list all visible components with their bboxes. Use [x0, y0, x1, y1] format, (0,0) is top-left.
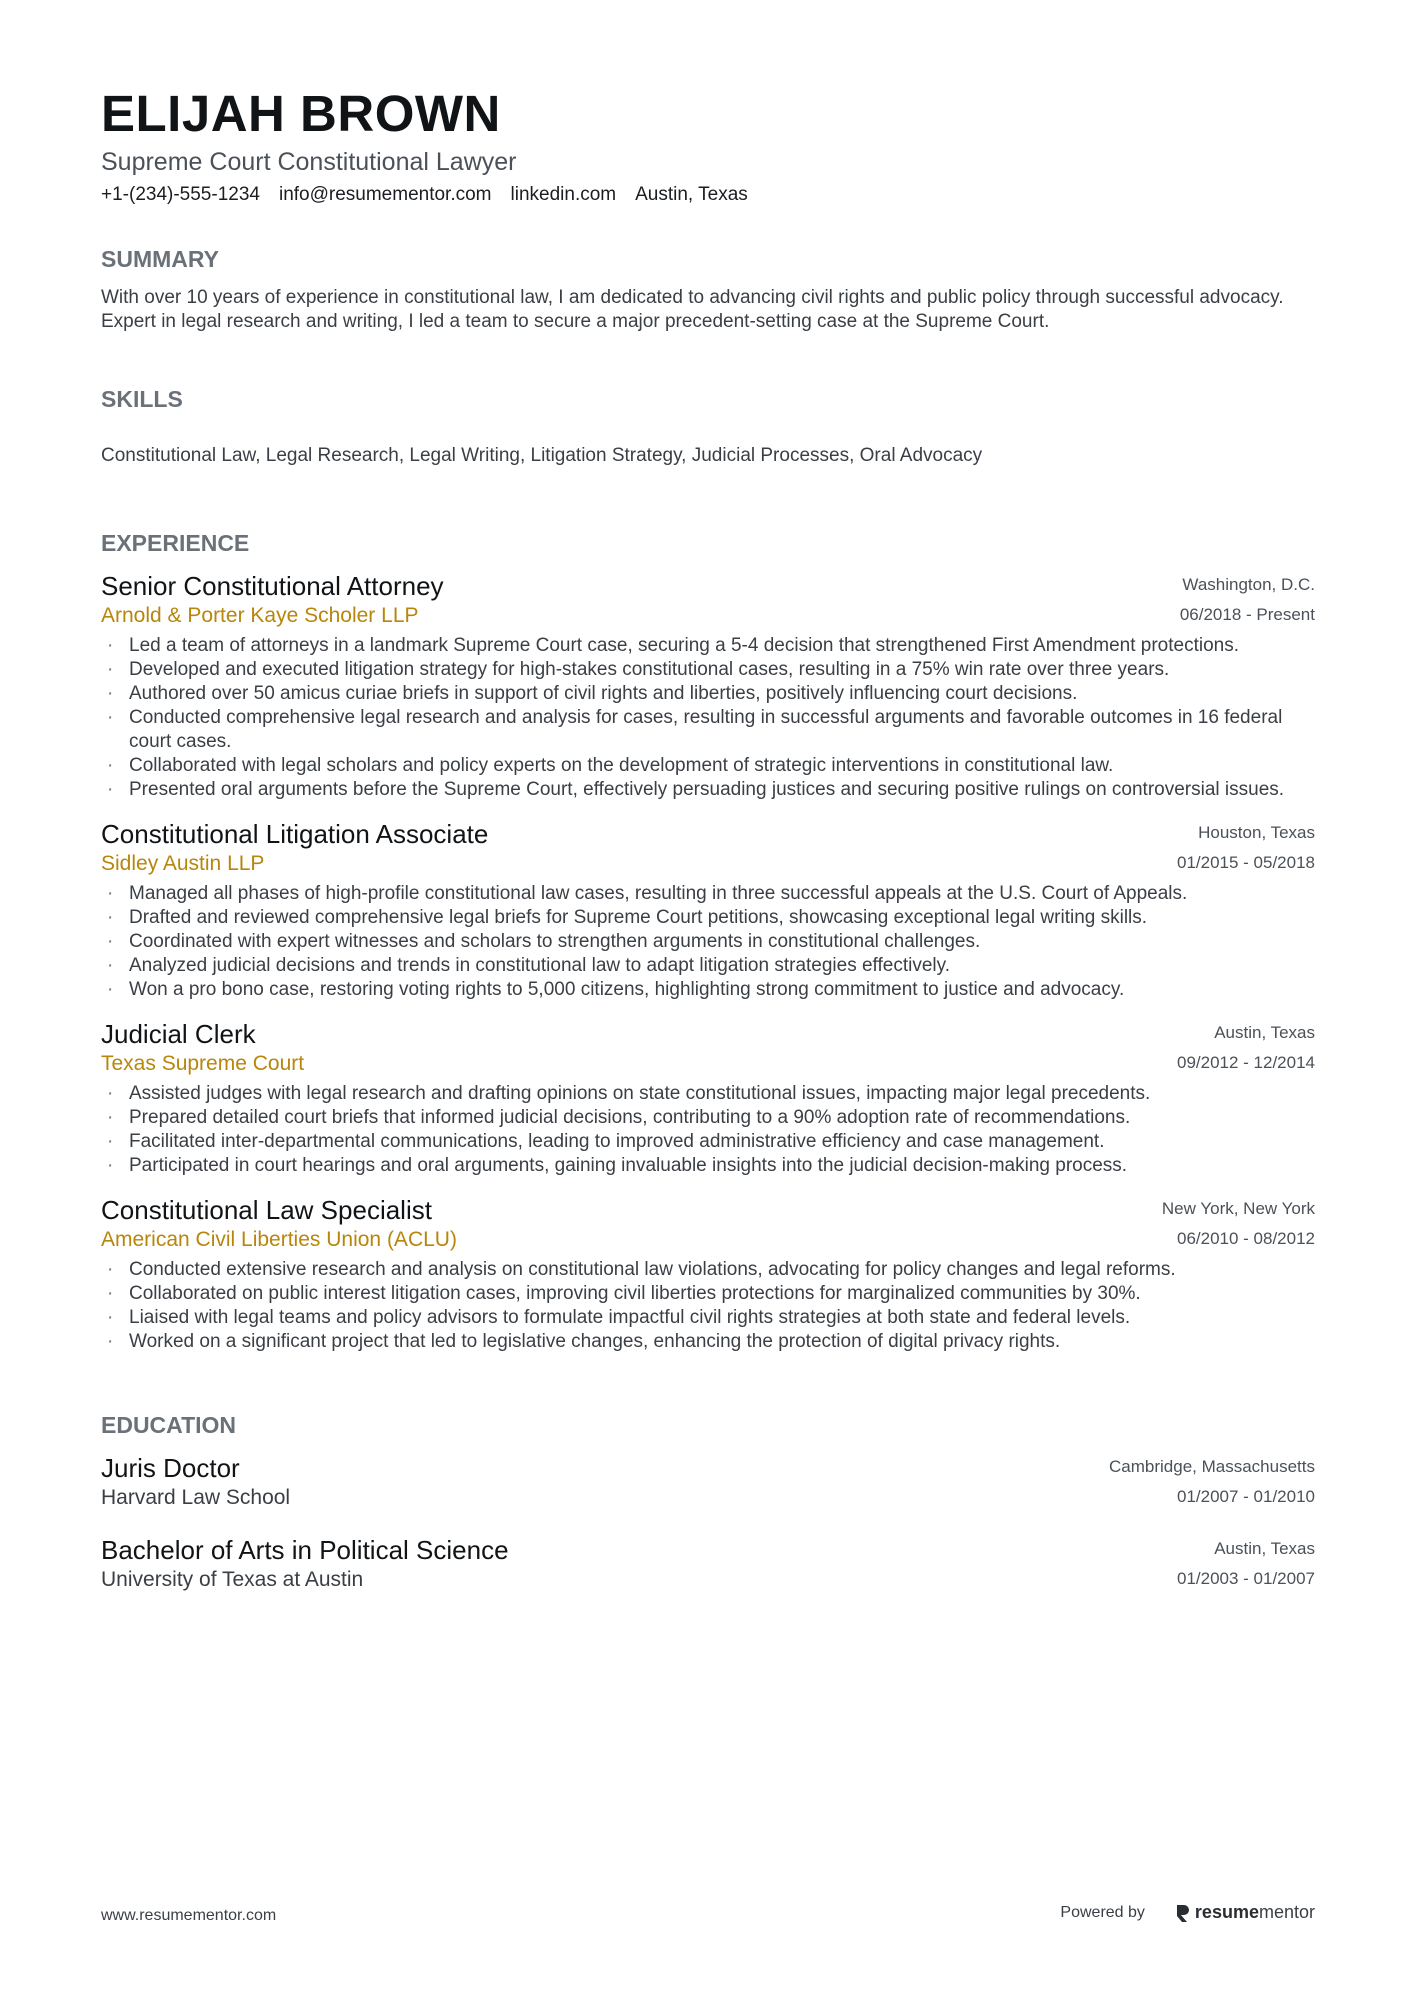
bullet-item: · Collaborated with legal scholars and policy experts on the development of strategic interventions in constitutional law.	[107, 755, 1114, 776]
brand-name-rest: mentor	[1258, 1902, 1315, 1922]
skills-text: Constitutional Law, Legal Research, Legal Writing, Litigation Strategy, Judicial Processes, Oral Advocacy	[101, 445, 983, 466]
education-entry	[101, 1452, 1315, 1512]
job-title: Senior Constitutional Attorney	[101, 571, 444, 601]
footer-website[interactable]: www.resumementor.com	[101, 1907, 277, 1924]
bullet-item: · Presented oral arguments before the Supreme Court, effectively persuading justices and securing positive rulings on controversial issues.	[107, 779, 1285, 800]
footer-branding	[1060, 1902, 1315, 1923]
summary-heading: SUMMARY	[101, 246, 219, 272]
bullet-dot-icon: ·	[107, 707, 114, 728]
contact-email[interactable]: info@resumementor.com	[278, 184, 492, 205]
bullet-item: · Prepared detailed court briefs that informed judicial decisions, contributing to a 90% adoption rate of recommendations.	[107, 1107, 1131, 1128]
summary-section	[101, 244, 1315, 334]
job-bullets	[101, 882, 1315, 1002]
bullet-item: · Managed all phases of high-profile constitutional law cases, resulting in three successful appeals at the U.S. Court of Appeals.	[107, 883, 1188, 904]
job-title: Judicial Clerk	[101, 1019, 256, 1049]
employer-name: Texas Supreme Court	[101, 1052, 305, 1075]
experience-heading: EXPERIENCE	[101, 530, 250, 556]
bullet-item: · Conducted comprehensive legal research and analysis for cases, resulting in successful arguments and favorable outcomes in 16 federal court cases.	[107, 707, 1283, 752]
bullet-dot-icon: ·	[107, 635, 114, 656]
job-bullets	[101, 1258, 1315, 1354]
bullet-dot-icon: ·	[107, 1307, 114, 1328]
contact-row	[101, 182, 1315, 208]
bullet-item: · Worked on a significant project that led to legislative changes, enhancing the protection of digital privacy rights.	[107, 1331, 1061, 1352]
bullet-dot-icon: ·	[107, 1283, 114, 1304]
job-dates: 09/2012 - 12/2014	[1176, 1053, 1315, 1072]
school-dates: 01/2007 - 01/2010	[1176, 1487, 1315, 1506]
education-heading: EDUCATION	[101, 1412, 237, 1438]
bullet-item: · Liaised with legal teams and policy advisors to formulate impactful civil rights strategies at both state and federal levels.	[107, 1307, 1131, 1328]
school-name: University of Texas at Austin	[101, 1568, 364, 1591]
bullet-dot-icon: ·	[107, 907, 114, 928]
job-location: Houston, Texas	[1198, 823, 1315, 842]
bullet-item: · Developed and executed litigation strategy for high-stakes constitutional cases, resulting in a 75% win rate over three years.	[107, 659, 1170, 680]
bullet-dot-icon: ·	[107, 883, 114, 904]
job-location: Washington, D.C.	[1182, 575, 1315, 594]
bullet-item: · Led a team of attorneys in a landmark Supreme Court case, securing a 5-4 decision that strengthened First Amendment protections.	[107, 635, 1239, 656]
job-bullets	[101, 1082, 1315, 1178]
bullet-dot-icon: ·	[107, 1155, 114, 1176]
job-dates: 06/2018 - Present	[1179, 605, 1315, 624]
skills-section	[101, 384, 1315, 468]
job-dates: 06/2010 - 08/2012	[1176, 1229, 1315, 1248]
bullet-dot-icon: ·	[107, 931, 114, 952]
bullet-item: · Conducted extensive research and analysis on constitutional law violations, advocating for policy changes and legal reforms.	[107, 1259, 1176, 1280]
bullet-dot-icon: ·	[107, 955, 114, 976]
bullet-item: · Assisted judges with legal research and drafting opinions on state constitutional issues, impacting major legal precedents.	[107, 1083, 1151, 1104]
bullet-item: · Analyzed judicial decisions and trends in constitutional law to adapt litigation strategies effectively.	[107, 955, 950, 976]
school-name: Harvard Law School	[101, 1486, 291, 1509]
job-location: New York, New York	[1161, 1199, 1315, 1218]
powered-by-label: Powered by	[1060, 1903, 1145, 1921]
bullet-dot-icon: ·	[107, 659, 114, 680]
job-dates: 01/2015 - 05/2018	[1176, 853, 1315, 872]
bullet-dot-icon: ·	[107, 755, 114, 776]
bullet-item: · Drafted and reviewed comprehensive legal briefs for Supreme Court petitions, showcasing exceptional legal writing skills.	[107, 907, 1148, 928]
bullet-dot-icon: ·	[107, 979, 114, 1000]
job-title: Constitutional Law Specialist	[101, 1195, 432, 1225]
experience-entry	[101, 818, 1315, 1002]
contact-location: Austin, Texas	[635, 184, 748, 205]
bullet-dot-icon: ·	[107, 779, 114, 800]
candidate-name: ELIJAH BROWN	[101, 85, 501, 142]
experience-entry	[101, 1194, 1315, 1354]
job-location: Austin, Texas	[1214, 1023, 1315, 1042]
employer-name: American Civil Liberties Union (ACLU)	[101, 1228, 457, 1251]
education-entry	[101, 1534, 1315, 1594]
employer-name: Sidley Austin LLP	[101, 852, 265, 875]
bullet-dot-icon: ·	[107, 1083, 114, 1104]
education-section	[101, 1410, 1315, 1594]
resumementor-logo-icon	[1175, 1903, 1191, 1923]
bullet-dot-icon: ·	[107, 1131, 114, 1152]
resume-content	[101, 84, 1315, 1594]
bullet-dot-icon: ·	[107, 1259, 114, 1280]
brand-logo[interactable]	[1175, 1902, 1315, 1923]
degree-name: Juris Doctor	[101, 1453, 240, 1483]
bullet-item: · Authored over 50 amicus curiae briefs in support of civil rights and liberties, positively influencing court decisions.	[107, 683, 1078, 704]
brand-name-bold: resume	[1194, 1902, 1259, 1922]
bullet-item: · Coordinated with expert witnesses and scholars to strengthen arguments in constitutional challenges.	[107, 931, 981, 952]
school-location: Cambridge, Massachusetts	[1109, 1457, 1315, 1476]
summary-text: With over 10 years of experience in constitutional law, I am dedicated to advancing civil rights and public policy through successful advocacy. Expert in legal research and writing, I led a team to secure a major precedent-setting case at the Supreme Court.	[101, 287, 1284, 332]
contact-linkedin[interactable]: linkedin.com	[510, 184, 617, 205]
experience-entry	[101, 570, 1315, 802]
employer-name: Arnold & Porter Kaye Scholer LLP	[101, 604, 419, 627]
bullet-item: · Participated in court hearings and oral arguments, gaining invaluable insights into the judicial decision-making process.	[107, 1155, 1128, 1176]
skills-heading: SKILLS	[101, 386, 183, 412]
job-bullets	[101, 634, 1315, 802]
school-dates: 01/2003 - 01/2007	[1176, 1569, 1315, 1588]
bullet-dot-icon: ·	[107, 1107, 114, 1128]
candidate-title: Supreme Court Constitutional Lawyer	[101, 148, 517, 176]
bullet-item: · Facilitated inter-departmental communications, leading to improved administrative efficiency and case management.	[107, 1131, 1105, 1152]
bullet-dot-icon: ·	[107, 1331, 114, 1352]
degree-name: Bachelor of Arts in Political Science	[101, 1535, 509, 1565]
bullet-item: · Won a pro bono case, restoring voting rights to 5,000 citizens, highlighting strong commitment to justice and advocacy.	[107, 979, 1125, 1000]
bullet-item: · Collaborated on public interest litigation cases, improving civil liberties protections for marginalized communities by 30%.	[107, 1283, 1141, 1304]
contact-phone[interactable]: +1-(234)-555-1234	[101, 184, 260, 205]
school-location: Austin, Texas	[1214, 1539, 1315, 1558]
bullet-dot-icon: ·	[107, 683, 114, 704]
job-title: Constitutional Litigation Associate	[101, 819, 489, 849]
experience-entry	[101, 1018, 1315, 1178]
experience-section	[101, 528, 1315, 1354]
